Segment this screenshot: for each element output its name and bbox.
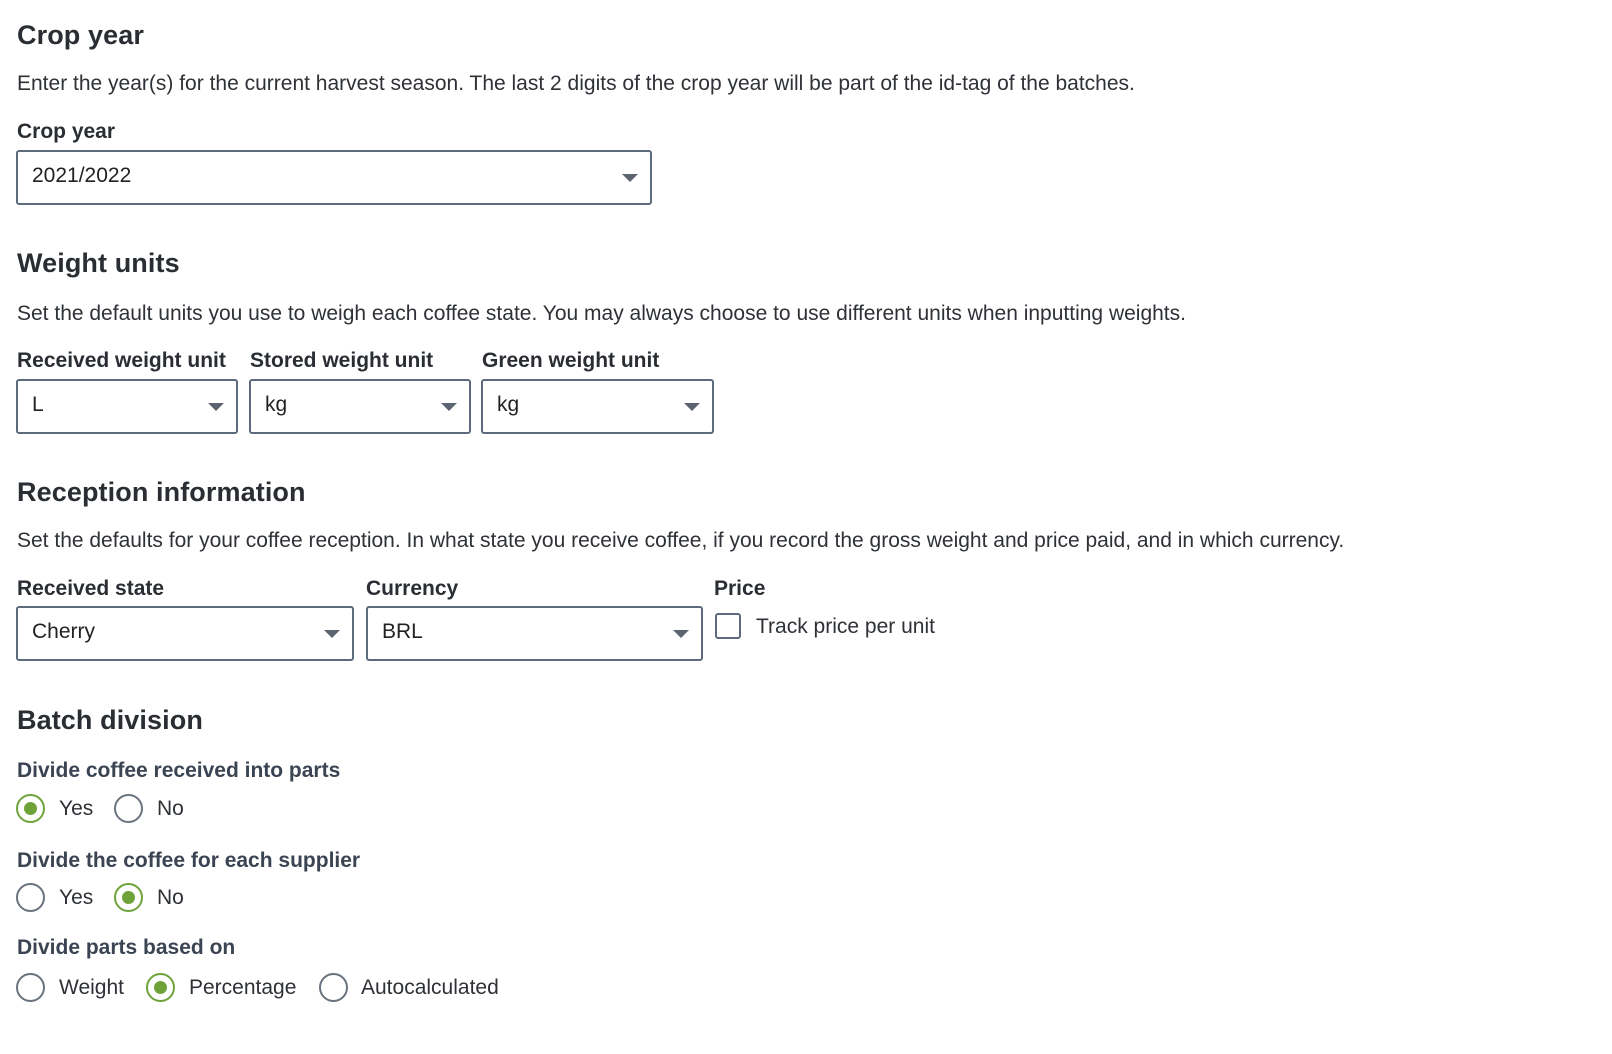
divide-supplier-no-radio[interactable] — [114, 883, 143, 912]
crop-year-select[interactable] — [16, 150, 652, 205]
track-price-label[interactable]: Track price per unit — [756, 615, 935, 638]
caret-down-icon — [684, 403, 700, 411]
weight-units-description: Set the default units you use to weigh each coffee state. You may always choose to use different units when inputting weights. — [17, 302, 1186, 325]
radio-dot — [122, 891, 135, 904]
caret-down-icon — [324, 630, 340, 638]
batch-division-heading: Batch division — [17, 705, 203, 735]
received-state-label: Received state — [17, 577, 165, 600]
divide-supplier-label: Divide the coffee for each supplier — [17, 849, 361, 872]
caret-down-icon — [208, 403, 224, 411]
divide-based-autocalculated-label[interactable]: Autocalculated — [361, 976, 499, 999]
caret-down-icon — [622, 174, 638, 182]
divide-parts-label: Divide coffee received into parts — [17, 759, 341, 782]
received-state-value: Cherry — [32, 620, 96, 643]
weight-units-heading: Weight units — [17, 248, 180, 278]
crop-year-field-label: Crop year — [17, 120, 116, 143]
crop-year-heading: Crop year — [17, 20, 144, 50]
divide-supplier-yes-label[interactable]: Yes — [59, 886, 94, 909]
stored-weight-unit-select[interactable] — [249, 379, 471, 434]
received-state-select[interactable] — [16, 606, 354, 661]
divide-based-weight-radio[interactable] — [16, 973, 45, 1002]
divide-based-percentage-radio[interactable] — [146, 973, 175, 1002]
divide-based-weight-label[interactable]: Weight — [59, 976, 124, 999]
divide-supplier-no-label[interactable]: No — [157, 886, 184, 909]
divide-based-on-label: Divide parts based on — [17, 936, 236, 959]
radio-dot — [154, 981, 167, 994]
currency-label: Currency — [366, 577, 459, 600]
currency-value: BRL — [382, 620, 423, 643]
green-weight-unit-label: Green weight unit — [482, 349, 660, 372]
reception-heading: Reception information — [17, 477, 306, 507]
caret-down-icon — [441, 403, 457, 411]
divide-supplier-yes-radio[interactable] — [16, 883, 45, 912]
crop-year-value: 2021/2022 — [32, 164, 132, 187]
divide-parts-no-radio[interactable] — [114, 794, 143, 823]
divide-based-percentage-label[interactable]: Percentage — [189, 976, 297, 999]
divide-based-autocalculated-radio[interactable] — [319, 973, 348, 1002]
green-weight-unit-select[interactable] — [481, 379, 714, 434]
reception-description: Set the defaults for your coffee reception. In what state you receive coffee, if you record the gross weight and price paid, and in which currency. — [17, 529, 1345, 552]
green-weight-unit-value: kg — [497, 393, 520, 416]
divide-parts-yes-radio[interactable] — [16, 794, 45, 823]
track-price-checkbox[interactable] — [715, 613, 741, 639]
currency-select[interactable] — [366, 606, 703, 661]
price-label: Price — [714, 577, 766, 600]
stored-weight-unit-value: kg — [265, 393, 288, 416]
received-weight-unit-value: L — [32, 393, 44, 416]
received-weight-unit-select[interactable] — [16, 379, 238, 434]
divide-parts-no-label[interactable]: No — [157, 797, 184, 820]
crop-year-description: Enter the year(s) for the current harvest season. The last 2 digits of the crop year will be part of the id-tag of the batches. — [17, 72, 1135, 95]
stored-weight-unit-label: Stored weight unit — [250, 349, 434, 372]
radio-dot — [24, 802, 37, 815]
received-weight-unit-label: Received weight unit — [17, 349, 226, 372]
caret-down-icon — [673, 630, 689, 638]
divide-parts-yes-label[interactable]: Yes — [59, 797, 94, 820]
